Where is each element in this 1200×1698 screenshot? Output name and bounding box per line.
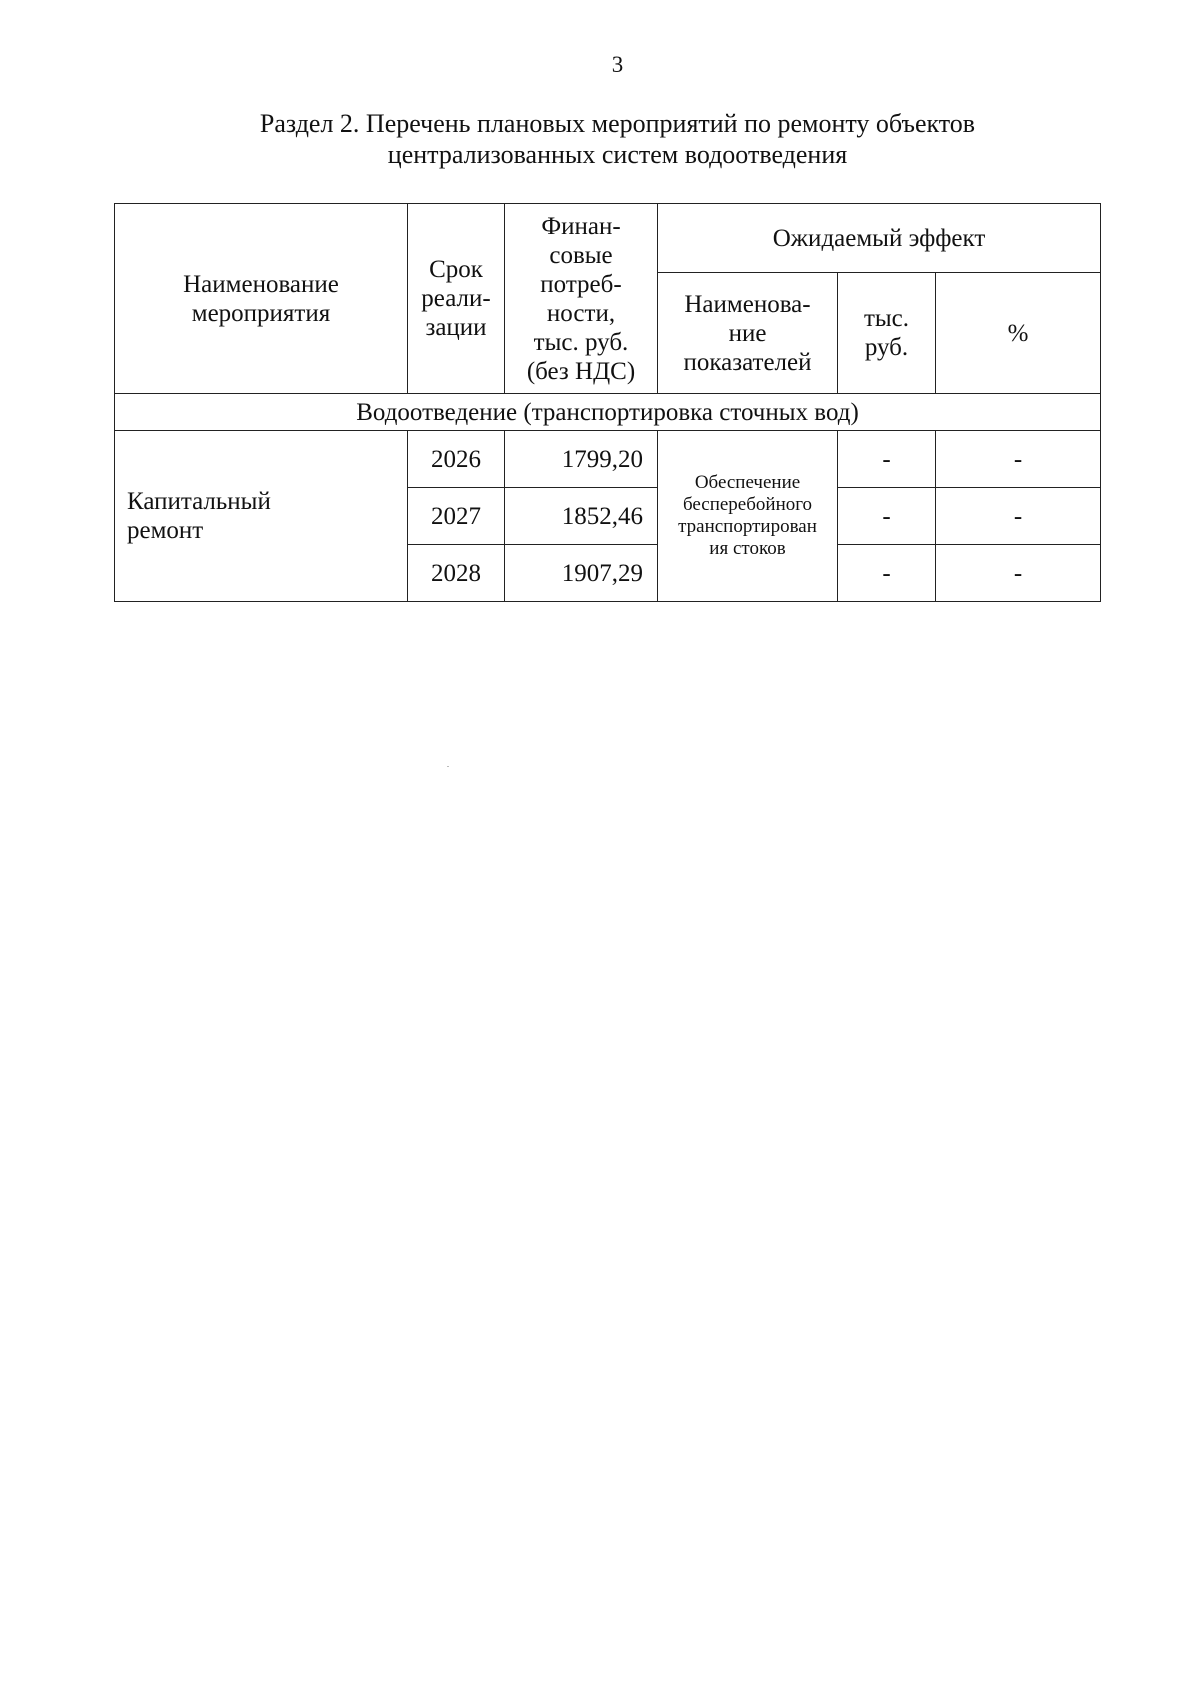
header-period: Срок реали- зации — [408, 204, 505, 394]
header-expected-effect: Ожидаемый эффект — [658, 204, 1101, 273]
year-cell: 2028 — [408, 545, 505, 602]
effect-rub-cell: - — [838, 545, 936, 602]
amount-cell: 1799,20 — [505, 431, 658, 488]
table-row — [115, 431, 1101, 488]
year-cell: 2026 — [408, 431, 505, 488]
event-name-cell: Капитальный ремонт — [115, 431, 408, 602]
effect-rub-cell: - — [838, 431, 936, 488]
section-title — [0, 108, 1200, 170]
effect-pct-cell: - — [936, 431, 1101, 488]
group-label: Водоотведение (транспортировка сточных вод) — [115, 394, 1101, 431]
year-cell: 2027 — [408, 488, 505, 545]
scan-speck — [447, 766, 449, 767]
amount-cell: 1852,46 — [505, 488, 658, 545]
header-percent: % — [936, 273, 1101, 394]
effect-rub-cell: - — [838, 488, 936, 545]
indicator-cell: Обеспечение бесперебойного транспортирован ия стоков — [658, 431, 838, 602]
header-indicator-name: Наименова- ние показателей — [658, 273, 838, 394]
section-title-line-1: Раздел 2. Перечень плановых мероприятий по ремонту объектов — [259, 109, 976, 138]
table-header-row — [115, 204, 1101, 273]
amount-cell: 1907,29 — [505, 545, 658, 602]
plan-table — [114, 203, 1101, 602]
effect-pct-cell: - — [936, 545, 1101, 602]
header-financing: Финан- совые потреб- ности, тыс. руб. (без НДС) — [505, 204, 658, 394]
header-thousand-rub: тыс. руб. — [838, 273, 936, 394]
section-title-line-2: централизованных систем водоотведения — [387, 140, 848, 169]
page-number: 3 — [611, 52, 624, 77]
table-group-row — [115, 394, 1101, 431]
header-event-name: Наименование мероприятия — [115, 204, 408, 394]
effect-pct-cell: - — [936, 488, 1101, 545]
